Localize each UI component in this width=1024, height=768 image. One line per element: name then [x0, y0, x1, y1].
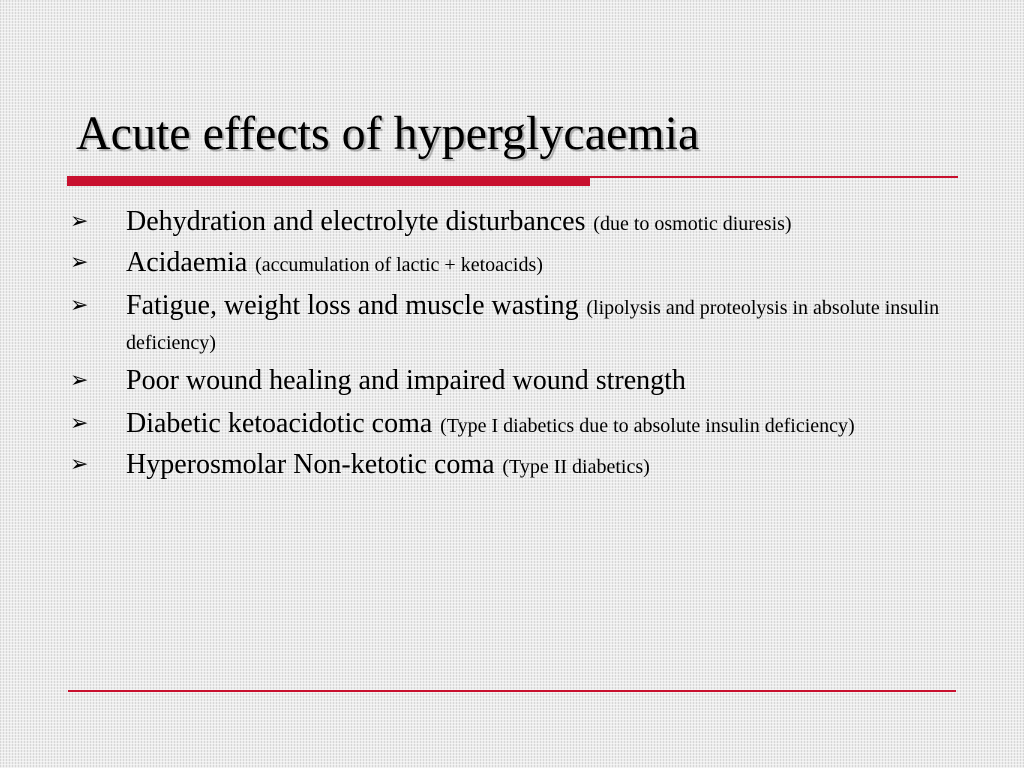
bullet-item	[70, 363, 940, 398]
slide-title: Acute effects of hyperglycaemia	[76, 107, 700, 160]
arrowhead-bullet-icon: ➢	[70, 368, 89, 393]
bullet-item	[70, 288, 940, 357]
arrowhead-bullet-icon: ➢	[70, 293, 89, 318]
bullet-main-text: Poor wound healing and impaired wound strength	[126, 365, 686, 396]
bullet-main-text: Diabetic ketoacidotic coma	[126, 408, 433, 439]
bullet-note: (Type II diabetics)	[502, 456, 650, 478]
footer-rule	[68, 690, 956, 692]
bullet-main-text: Acidaemia	[126, 247, 248, 278]
bullet-item	[70, 447, 940, 482]
title-underline-thick	[67, 176, 590, 186]
arrowhead-bullet-icon: ➢	[70, 411, 89, 436]
title-underline-thin	[590, 176, 958, 178]
bullet-note: (lipolysis and proteolysis in absolute insulin deficiency)	[126, 297, 940, 354]
bullet-main-text: Dehydration and electrolyte disturbances	[126, 206, 586, 237]
bullet-note: (due to osmotic diuresis)	[593, 213, 792, 235]
bullet-item	[70, 245, 940, 280]
arrowhead-bullet-icon: ➢	[70, 452, 89, 477]
bullet-list	[70, 204, 940, 490]
bullet-main-text: Hyperosmolar Non-ketotic coma	[126, 449, 495, 480]
arrowhead-bullet-icon: ➢	[70, 209, 89, 234]
bullet-item	[70, 406, 940, 441]
bullet-item	[70, 204, 940, 239]
bullet-note: (accumulation of lactic + ketoacids)	[255, 254, 543, 276]
bullet-main-text: Fatigue, weight loss and muscle wasting	[126, 290, 579, 321]
bullet-note: (Type I diabetics due to absolute insulin deficiency)	[440, 415, 855, 437]
arrowhead-bullet-icon: ➢	[70, 250, 89, 275]
